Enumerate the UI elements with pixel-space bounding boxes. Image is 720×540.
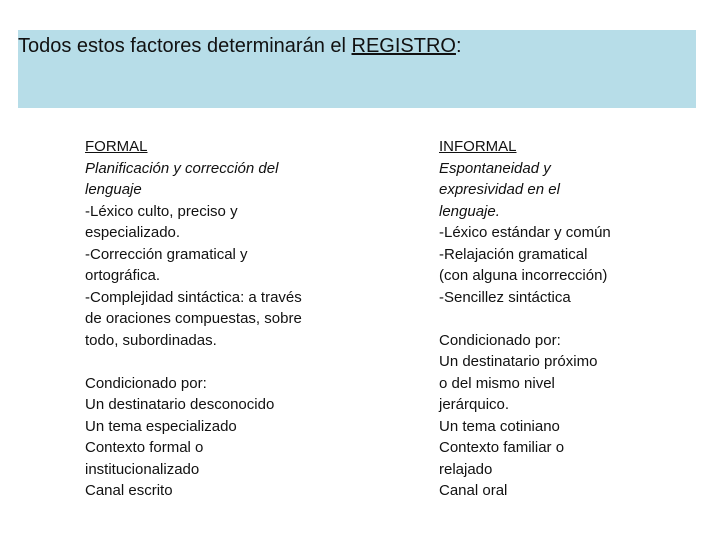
informal-italic-line: Espontaneidad y: [439, 159, 551, 177]
informal-heading: INFORMAL: [439, 138, 517, 155]
formal-heading: FORMAL: [85, 138, 148, 155]
formal-feature-line: -Complejidad sintáctica: a través: [85, 288, 302, 306]
informal-italic-line: lenguaje.: [439, 202, 500, 220]
informal-condition-line: o del mismo nivel: [439, 374, 555, 392]
title-register-word: REGISTRO: [351, 35, 456, 57]
title-prefix: Todos estos factores determinarán el: [18, 35, 352, 57]
formal-italic-line: Planificación y corrección del: [85, 159, 279, 177]
informal-condition-line: relajado: [439, 460, 493, 478]
formal-condition-line: Canal escrito: [85, 482, 173, 499]
formal-feature-line: -Corrección gramatical y: [85, 245, 248, 263]
formal-condition-line: institucionalizado: [85, 460, 200, 478]
formal-condition-line: Contexto formal o: [85, 439, 204, 456]
informal-spacer: [439, 308, 639, 330]
informal-feature-line: (con alguna incorrección): [439, 267, 608, 284]
slide-title: [18, 33, 462, 59]
formal-feature-line: especializado.: [85, 224, 181, 241]
formal-feature-line: de oraciones compuestas, sobre: [85, 310, 302, 327]
formal-condition-line: Condicionado por:: [85, 374, 207, 392]
formal-condition-line: Un tema especializado: [85, 417, 237, 435]
informal-column: [439, 136, 639, 502]
informal-feature-line: -Relajación gramatical: [439, 245, 588, 263]
informal-condition-line: Condicionado por:: [439, 331, 561, 349]
informal-condition-line: Un destinatario próximo: [439, 353, 598, 370]
informal-condition-line: Contexto familiar o: [439, 439, 565, 456]
formal-feature-line: todo, subordinadas.: [85, 331, 217, 349]
formal-spacer: [85, 351, 340, 373]
informal-feature-line: -Léxico estándar y común: [439, 224, 611, 241]
informal-condition-line: Canal oral: [439, 482, 508, 499]
formal-feature-line: ortográfica.: [85, 267, 161, 284]
informal-italic-line: expresividad en el: [439, 181, 560, 198]
formal-italic-line: lenguaje: [85, 181, 142, 198]
formal-condition-line: Un destinatario desconocido: [85, 396, 275, 413]
informal-condition-line: jerárquico.: [439, 396, 510, 413]
informal-condition-line: Un tema cotiniano: [439, 417, 560, 435]
informal-feature-line: -Sencillez sintáctica: [439, 288, 571, 306]
formal-feature-line: -Léxico culto, preciso y: [85, 202, 238, 220]
formal-column: [85, 136, 340, 502]
title-suffix: :: [455, 35, 462, 57]
